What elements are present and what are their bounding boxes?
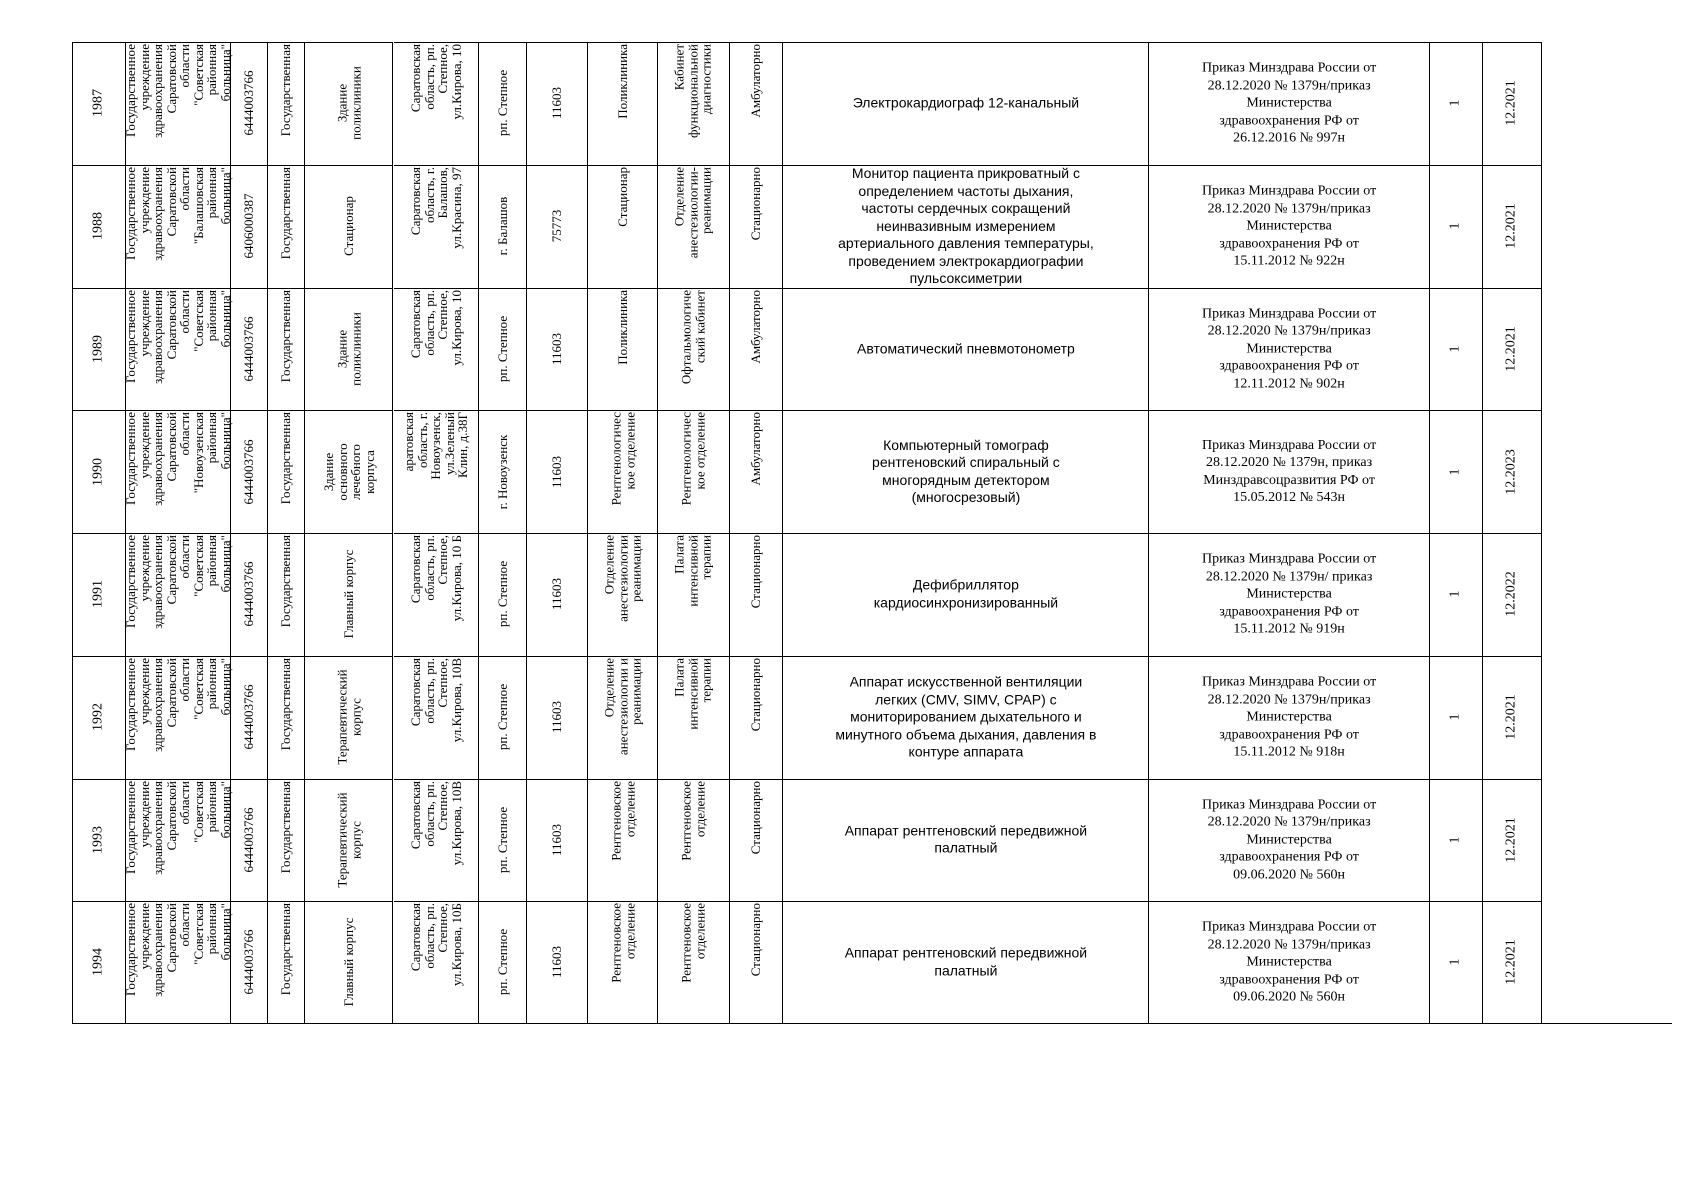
- num-text: 1991: [90, 580, 106, 609]
- cell-code: [527, 42, 588, 165]
- cell-qty: [1430, 288, 1483, 411]
- code-text: 11603: [549, 578, 565, 611]
- cell-inn: [231, 533, 268, 656]
- order-text: Приказ Минздрава России от 28.12.2020 № 1379н/приказ Министерства здравоохранения РФ от 09.06.2020 № 560н: [1201, 919, 1377, 1005]
- inn-text: 6444003766: [241, 807, 257, 873]
- num-text: 1988: [90, 212, 106, 241]
- table-row: [72, 410, 1672, 533]
- cell-address: [394, 42, 479, 165]
- building-text: Стационар: [341, 196, 357, 257]
- table-row: [72, 165, 1672, 288]
- cell-inn: [231, 901, 268, 1023]
- cell-qty: [1430, 656, 1483, 779]
- cell-org: [122, 42, 233, 165]
- cell-locality: [479, 779, 527, 902]
- mode-text: Амбулаторно: [748, 44, 764, 118]
- inn-text: 6444003766: [241, 439, 257, 505]
- cell-num: [73, 42, 126, 165]
- code-text: 11603: [549, 332, 565, 365]
- order-text: Приказ Минздрава России от 28.12.2020 № 1379н/приказ Министерства здравоохранения РФ от 09.06.2020 № 560н: [1201, 797, 1377, 883]
- order-text: Приказ Минздрава России от 28.12.2020 № 1379н/ приказ Министерства здравоохранения РФ от 15.11.2012 № 919н: [1201, 551, 1377, 637]
- mode-text: Амбулаторно: [748, 289, 764, 364]
- equipment-text: Аппарат рентгеновский передвижной палатный: [844, 822, 1088, 856]
- equipment-text: Монитор пациента прикроватный с определением частоты дыхания, частоты сердечных сокращений неинвазивным измерением артериального давления температуры, проведением электрокардиографии пульсоксиметрии: [838, 164, 1094, 286]
- locality-text: рп. Степное: [494, 561, 510, 628]
- cell-ownership: [268, 779, 305, 902]
- address-text: Саратовская область, рп. Степное, ул.Кирова, 10В: [407, 657, 464, 742]
- locality-text: рп. Степное: [494, 929, 510, 996]
- equipment-text: Автоматический пневмотонометр: [857, 340, 1075, 357]
- cell-ownership: [268, 901, 305, 1023]
- cell-department: [658, 288, 730, 411]
- subdivision-text: Поликлиника: [614, 289, 630, 365]
- cell-order: [1149, 288, 1429, 411]
- cell-building: [305, 656, 393, 779]
- cell-subdivision: [588, 779, 657, 902]
- cell-mode: [730, 779, 783, 902]
- cell-department: [658, 410, 730, 533]
- cell-subdivision: [588, 656, 657, 779]
- cell-department: [658, 533, 730, 656]
- cell-code: [527, 779, 588, 902]
- cell-code: [527, 901, 588, 1023]
- department-text: Отделение анестезиологии- реанимации: [672, 166, 715, 258]
- order-text: Приказ Минздрава России от 28.12.2020 № 1379н/приказ Министерства здравоохранения РФ от 15.11.2012 № 918н: [1201, 674, 1377, 760]
- subdivision-text: Рентгеновское отделение: [608, 903, 637, 984]
- cell-equipment: [783, 410, 1149, 533]
- cell-subdivision: [588, 165, 657, 288]
- cell-num: [73, 901, 126, 1023]
- num-text: 1994: [90, 948, 106, 977]
- date-text: 12.2021: [1503, 326, 1519, 372]
- num-text: 1989: [90, 334, 106, 363]
- num-text: 1993: [90, 825, 106, 854]
- address-text: Саратовская область, рп. Степное, ул.Кирова, 10: [407, 289, 464, 366]
- ownership-text: Государственная: [278, 44, 294, 137]
- cell-qty: [1430, 901, 1483, 1023]
- cell-building: [305, 288, 393, 411]
- cell-mode: [730, 901, 783, 1023]
- cell-org: [122, 656, 233, 779]
- address-text: Саратовская область, рп. Степное, ул.Кирова, 10Б: [407, 903, 464, 987]
- qty-text: 1: [1447, 345, 1463, 353]
- cell-qty: [1430, 533, 1483, 656]
- inn-text: 6444003766: [241, 929, 257, 995]
- cell-building: [305, 42, 393, 165]
- department-text: Палата интенсивной терапии: [672, 535, 715, 607]
- equipment-text: Компьютерный томограф рентгеновский спиральный с многорядным детектором (многосрезовый): [872, 436, 1060, 506]
- code-text: 11603: [549, 946, 565, 979]
- department-text: Палата интенсивной терапии: [672, 657, 715, 730]
- qty-text: 1: [1447, 958, 1463, 966]
- cell-department: [658, 779, 730, 902]
- org-text: Государственное учреждение здравоохранения Саратовской области "Балашовская районная больница": [122, 166, 233, 261]
- cell-ownership: [268, 410, 305, 533]
- equipment-text: Аппарат рентгеновский передвижной палатный: [844, 944, 1088, 979]
- address-text: Саратовская область, рп. Степное, ул.Кирова, 10 Б: [407, 535, 464, 622]
- order-text: Приказ Минздрава России от 28.12.2020 № 1379н, приказ Минздравсоцразвития РФ от 15.05.2012 № 543н: [1201, 437, 1377, 506]
- cell-order: [1149, 410, 1429, 533]
- org-text: Государственное учреждение здравоохранения Саратовской области "Советская районная больница": [122, 535, 233, 629]
- cell-equipment: [783, 42, 1149, 165]
- date-text: 12.2021: [1503, 80, 1519, 127]
- cell-order: [1149, 901, 1429, 1023]
- ownership-text: Государственная: [278, 657, 294, 751]
- cell-org: [122, 410, 233, 533]
- order-text: Приказ Минздрава России от 28.12.2020 № 1379н/приказ Министерства здравоохранения РФ от 26.12.2016 № 997н: [1201, 60, 1377, 146]
- locality-text: г. Балашов: [494, 196, 510, 256]
- cell-equipment: [783, 288, 1149, 411]
- cell-date: [1483, 165, 1542, 288]
- inn-text: 6444003766: [241, 70, 257, 136]
- equipment-text: Аппарат искусственной вентиляции легких (CMV, SIMV, CPAP) с мониторированием дыхательного и минутного объема дыхания, давления в контуре аппарата: [835, 673, 1097, 760]
- cell-mode: [730, 410, 783, 533]
- table-row: [72, 533, 1672, 656]
- cell-inn: [231, 288, 268, 411]
- address-text: Саратовская область, рп. Степное, ул.Кирова, 10В: [407, 780, 464, 865]
- department-text: Рентгеновское отделение: [678, 780, 708, 861]
- subdivision-text: Стационар: [614, 166, 630, 227]
- cell-equipment: [783, 901, 1149, 1023]
- cell-qty: [1430, 42, 1483, 165]
- cell-mode: [730, 656, 783, 779]
- cell-building: [305, 779, 393, 902]
- cell-equipment: [783, 165, 1149, 288]
- cell-date: [1483, 656, 1542, 779]
- cell-building: [305, 410, 393, 533]
- cell-locality: [479, 410, 527, 533]
- ownership-text: Государственная: [278, 289, 294, 382]
- locality-text: рп. Степное: [494, 806, 510, 874]
- cell-mode: [730, 533, 783, 656]
- mode-text: Стационарно: [748, 166, 764, 240]
- mode-text: Стационарно: [748, 780, 764, 854]
- cell-qty: [1430, 779, 1483, 902]
- table-row: [72, 901, 1672, 1024]
- mode-text: Стационарно: [748, 657, 764, 731]
- cell-ownership: [268, 288, 305, 411]
- equipment-text: Электрокардиограф 12-канальный: [852, 94, 1080, 111]
- cell-ownership: [268, 42, 305, 165]
- building-text: Здание поликлиники: [334, 66, 363, 141]
- locality-text: рп. Степное: [494, 70, 510, 137]
- table-row: [72, 656, 1672, 779]
- cell-address: [394, 165, 479, 288]
- cell-address: [394, 656, 479, 779]
- address-text: аратовская область, г. Новоузенск, ул.Зеленый Клин, д.38Г: [400, 412, 471, 480]
- cell-subdivision: [588, 533, 657, 656]
- cell-subdivision: [588, 42, 657, 165]
- cell-qty: [1430, 410, 1483, 533]
- num-text: 1992: [90, 703, 106, 732]
- cell-locality: [479, 165, 527, 288]
- department-text: Рентгеновское отделение: [678, 903, 708, 984]
- cell-order: [1149, 779, 1429, 902]
- cell-inn: [231, 779, 268, 902]
- qty-text: 1: [1447, 590, 1463, 598]
- cell-org: [122, 165, 233, 288]
- cell-inn: [231, 656, 268, 779]
- building-text: Терапевтический корпус: [334, 669, 363, 765]
- org-text: Государственное учреждение здравоохранения Саратовской области "Новоузенская районная больница": [122, 412, 233, 507]
- cell-date: [1483, 410, 1542, 533]
- cell-order: [1149, 656, 1429, 779]
- org-text: Государственное учреждение здравоохранения Саратовской области "Советская районная больница": [122, 903, 233, 998]
- locality-text: рп. Степное: [494, 684, 510, 751]
- cell-order: [1149, 533, 1429, 656]
- date-text: 12.2023: [1503, 448, 1519, 495]
- cell-num: [73, 410, 126, 533]
- ownership-text: Государственная: [278, 903, 294, 996]
- cell-num: [73, 656, 126, 779]
- ownership-text: Государственная: [278, 166, 294, 260]
- table-row: [72, 779, 1672, 902]
- cell-subdivision: [588, 288, 657, 411]
- cell-equipment: [783, 533, 1149, 656]
- inn-text: 6444003766: [241, 684, 257, 750]
- cell-org: [122, 533, 233, 656]
- cell-address: [394, 901, 479, 1023]
- code-text: 11603: [549, 823, 565, 856]
- qty-text: 1: [1447, 99, 1463, 107]
- cell-mode: [730, 288, 783, 411]
- cell-mode: [730, 42, 783, 165]
- cell-order: [1149, 165, 1429, 288]
- cell-date: [1483, 779, 1542, 902]
- cell-address: [394, 410, 479, 533]
- cell-org: [122, 779, 233, 902]
- cell-org: [122, 288, 233, 411]
- cell-num: [73, 533, 126, 656]
- qty-text: 1: [1447, 222, 1463, 230]
- code-text: 11603: [549, 455, 565, 488]
- cell-equipment: [783, 656, 1149, 779]
- department-text: Офтальмологиче ский кабинет: [678, 289, 708, 384]
- inn-text: 6444003766: [241, 316, 257, 382]
- cell-locality: [479, 656, 527, 779]
- cell-department: [658, 656, 730, 779]
- code-text: 75773: [549, 209, 565, 243]
- org-text: Государственное учреждение здравоохранения Саратовской области "Советская районная больница": [122, 44, 233, 138]
- org-text: Государственное учреждение здравоохранения Саратовской области "Советская районная больница": [122, 289, 233, 384]
- num-text: 1987: [90, 89, 106, 118]
- cell-org: [122, 901, 233, 1023]
- building-text: Главный корпус: [341, 550, 357, 639]
- mode-text: Стационарно: [748, 903, 764, 977]
- subdivision-text: Рентгенологичес кое отделение: [608, 412, 637, 506]
- date-text: 12.2021: [1503, 203, 1519, 249]
- department-text: Кабинет функциональной диагностики: [672, 44, 715, 138]
- building-text: Терапевтический корпус: [334, 792, 363, 888]
- cell-date: [1483, 901, 1542, 1023]
- inn-text: 6406000387: [241, 193, 257, 259]
- date-text: 12.2021: [1503, 817, 1519, 863]
- cell-building: [305, 165, 393, 288]
- code-text: 11603: [549, 87, 565, 120]
- cell-locality: [479, 42, 527, 165]
- building-text: Здание основного лечебного корпуса: [320, 443, 377, 501]
- mode-text: Амбулаторно: [748, 412, 764, 486]
- qty-text: 1: [1447, 836, 1463, 844]
- building-text: Здание поликлиники: [334, 312, 363, 386]
- date-text: 12.2022: [1503, 571, 1519, 618]
- cell-code: [527, 165, 588, 288]
- equipment-table: [72, 42, 1672, 1024]
- locality-text: г. Новоузенск: [494, 434, 510, 510]
- cell-num: [73, 165, 126, 288]
- cell-department: [658, 165, 730, 288]
- subdivision-text: Отделение анестезиологии и реанимации: [601, 657, 644, 755]
- table-row: [72, 42, 1672, 165]
- num-text: 1990: [90, 457, 106, 486]
- cell-code: [527, 656, 588, 779]
- table-row: [72, 288, 1672, 411]
- qty-text: 1: [1447, 468, 1463, 476]
- cell-mode: [730, 165, 783, 288]
- subdivision-text: Поликлиника: [614, 44, 630, 119]
- cell-equipment: [783, 779, 1149, 902]
- cell-code: [527, 533, 588, 656]
- cell-num: [73, 288, 126, 411]
- cell-ownership: [268, 165, 305, 288]
- cell-address: [394, 779, 479, 902]
- cell-order: [1149, 42, 1429, 165]
- mode-text: Стационарно: [748, 535, 764, 609]
- cell-date: [1483, 288, 1542, 411]
- cell-address: [394, 288, 479, 411]
- cell-date: [1483, 42, 1542, 165]
- building-text: Главный корпус: [341, 917, 357, 1007]
- org-text: Государственное учреждение здравоохранения Саратовской области "Советская районная больница": [122, 657, 233, 752]
- date-text: 12.2021: [1503, 694, 1519, 740]
- ownership-text: Государственная: [278, 535, 294, 628]
- ownership-text: Государственная: [278, 780, 294, 873]
- cell-inn: [231, 165, 268, 288]
- cell-subdivision: [588, 901, 657, 1023]
- date-text: 12.2021: [1503, 939, 1519, 985]
- subdivision-text: Отделение анестезиологии реанимации: [601, 535, 644, 622]
- org-text: Государственное учреждение здравоохранения Саратовской области "Советская районная больница": [122, 780, 233, 875]
- ownership-text: Государственная: [278, 412, 294, 505]
- subdivision-text: Рентгеновское отделение: [608, 780, 637, 861]
- cell-code: [527, 288, 588, 411]
- department-text: Рентгенологичес кое отделение: [678, 412, 708, 506]
- cell-num: [73, 779, 126, 902]
- cell-inn: [231, 410, 268, 533]
- cell-department: [658, 42, 730, 165]
- order-text: Приказ Минздрава России от 28.12.2020 № 1379н/приказ Министерства здравоохранения РФ от 12.11.2012 № 902н: [1201, 306, 1377, 392]
- cell-locality: [479, 533, 527, 656]
- equipment-text: Дефибриллятор кардиосинхронизированный: [873, 576, 1059, 611]
- cell-locality: [479, 901, 527, 1023]
- inn-text: 6444003766: [241, 561, 257, 627]
- cell-inn: [231, 42, 268, 165]
- cell-qty: [1430, 165, 1483, 288]
- cell-locality: [479, 288, 527, 411]
- address-text: Саратовская область, г. Балашов, ул.Красина, 97: [407, 166, 464, 249]
- cell-ownership: [268, 656, 305, 779]
- cell-ownership: [268, 533, 305, 656]
- code-text: 11603: [549, 701, 565, 734]
- cell-date: [1483, 533, 1542, 656]
- cell-department: [658, 901, 730, 1023]
- cell-building: [305, 901, 393, 1023]
- cell-building: [305, 533, 393, 656]
- cell-address: [394, 533, 479, 656]
- qty-text: 1: [1447, 713, 1463, 721]
- order-text: Приказ Минздрава России от 28.12.2020 № 1379н/приказ Министерства здравоохранения РФ от 15.11.2012 № 922н: [1201, 183, 1377, 269]
- cell-subdivision: [588, 410, 657, 533]
- address-text: Саратовская область, рп. Степное, ул.Кирова, 10: [407, 44, 464, 120]
- cell-code: [527, 410, 588, 533]
- locality-text: рп. Степное: [494, 315, 510, 383]
